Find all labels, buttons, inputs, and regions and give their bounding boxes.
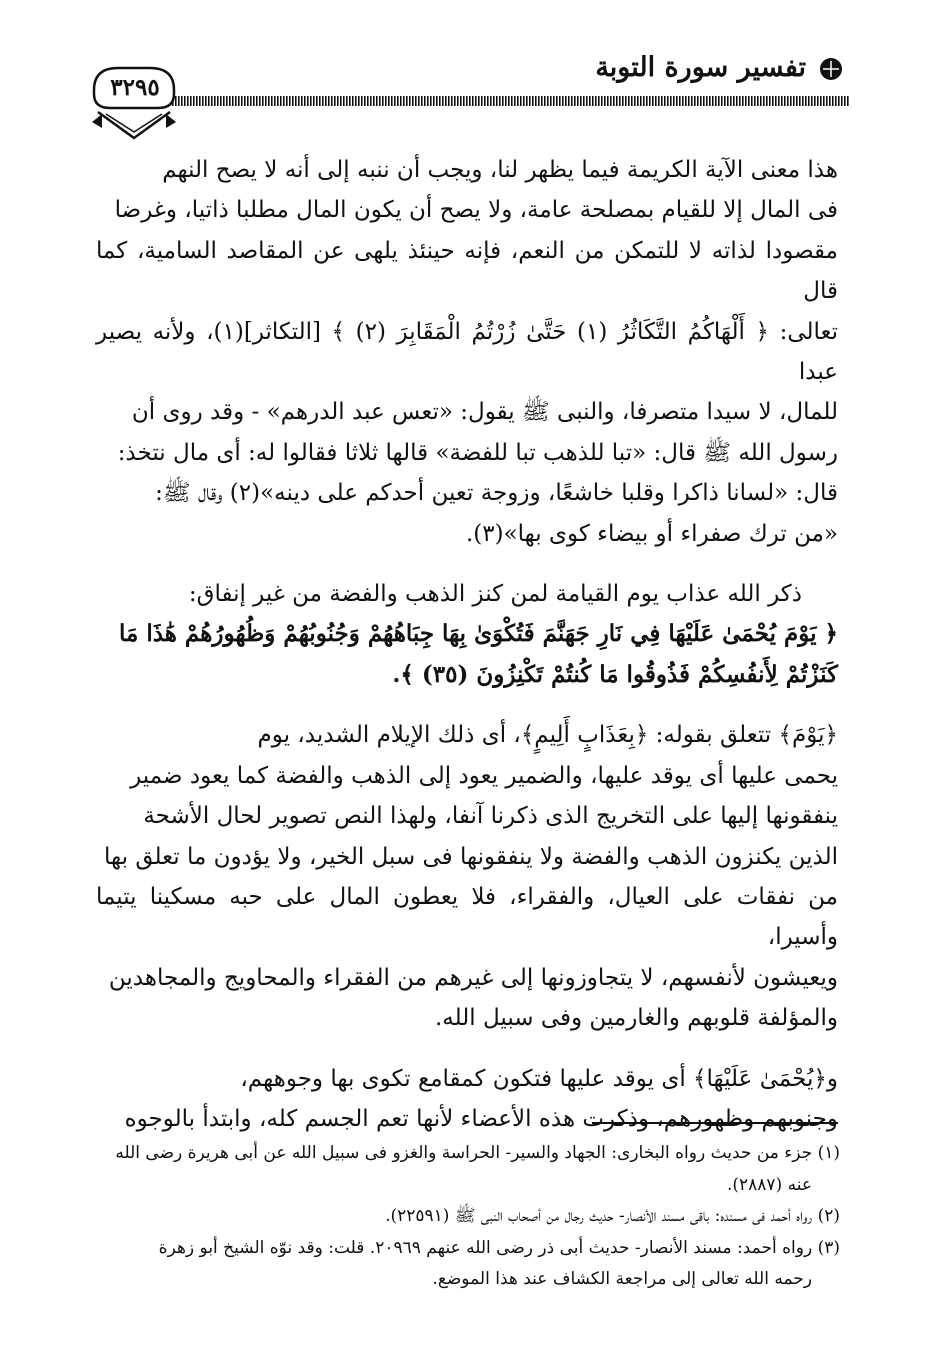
quran-verse-line: ﴿ يَوْمَ يُحْمَىٰ عَلَيْهَا فِي نَارِ جَهَنَّمَ فَتُكْوَىٰ بِهَا جِبَاهُهُمْ وَجُنُوبُهُمْ وَظُهُورُهُمْ هَٰذَا مَا (119, 620, 838, 648)
page-header (0, 0, 928, 150)
footnotes (92, 1138, 840, 1296)
text-line: ﴿يَوْمَ﴾ تتعلق بقوله: ﴿بِعَذَابٍ أَلِيمٍ﴾، أى ذلك الإيلام الشديد، يوم (257, 722, 838, 749)
text-line: من نفقات على العيال، والفقراء، فلا يعطون المال على حبه مسكينا يتيما وأسيرا، (96, 883, 838, 951)
text-line: فى المال إلا للقيام بمصلحة عامة، ولا يصح أن يكون المال مطلبا ذاتيا، وغرضا (114, 197, 838, 224)
running-title: تفسير سورة التوبة (595, 52, 806, 83)
text-line: هذا معنى الآية الكريمة فيما يظهر لنا، ويجب أن ننبه إلى أنه لا يصح النهم (162, 157, 838, 183)
ornament-icon (818, 56, 844, 82)
text-line: مقصودا لذاته لا للتمكن من النعم، فإنه حينئذ يلهى عن المقاصد السامية، كما قال (96, 237, 838, 305)
footnote-line: رحمه الله تعالى إلى مراجعة الكشاف عند هذا الموضع. (432, 1269, 812, 1289)
text-line: للمال، لا سيدا متصرفا، والنبى ﷺ يقول: «تعس عبد الدرهم» - وقد روى أن (131, 399, 838, 426)
main-text (96, 150, 838, 1139)
footnote-line: (١) جزء من حديث رواه البخارى: الجهاد والسير- الحراسة والغزو فى سبيل الله عن أبى هريرة رضى الله (115, 1143, 840, 1163)
text-line: قال: «لسانا ذاكرا وقلبا خاشعًا، وزوجة تعين أحدكم على دينه»(٢) وقال ﷺ: (155, 480, 838, 507)
text-line: و﴿يُحْمَىٰ عَلَيْهَا﴾ أى يوقد عليها فتكون كمقامع تكوى بها وجوههم، (240, 1065, 838, 1092)
text-line: ويعيشون لأنفسهم، لا يتجاوزونها إلى غيرهم من الفقراء والمحاويج والمجاهدين (108, 964, 838, 991)
text-line: الذين يكنزون الذهب والفضة ولا ينفقونها فى سبل الخير، ولا يؤدون ما تعلق بها (104, 843, 838, 870)
text-line: تعالى: ﴿ أَلْهَاكُمُ التَّكَاثُرُ (١) حَتَّىٰ زُرْتُمُ الْمَقَابِرَ (٢) ﴾ [التكاثر](١)، ولأنه يصير عبدا (96, 318, 838, 386)
text-line: «من ترك صفراء أو بيضاء كوى بها»(٣). (465, 520, 838, 547)
footnote-line: (٢) رواه أحمد فى مسنده: باقى مسند الأنصار- حديث رجال من أصحاب النبى ﷺ (٢٢٥٩١). (385, 1206, 840, 1226)
text-line: والمؤلفة قلوبهم والغارمين وفى سبيل الله. (435, 1005, 838, 1032)
text-line: ينفقونها إليها على التخريج الذى ذكرنا آنفا، ولهذا النص تصوير لحال الأشحة (143, 803, 838, 830)
text-line: رسول الله ﷺ قال: «تبا للذهب تبا للفضة» قالها ثلاثا فقالوا له: أى مال نتخذ: (117, 439, 838, 466)
header-rule (160, 88, 850, 118)
footnote-line: (٣) رواه أحمد: مسند الأنصار- حديث أبى ذر رضى الله عنهم ٢٠٩٦٩. قلت: وقد نوّه الشيخ أبو زهرة (158, 1237, 840, 1258)
text-line: وجنوبهم وظهورهم، وذكرت هذه الأعضاء لأنها تعم الجسم كله، وابتدأ بالوجوه (124, 1105, 838, 1132)
quran-verse-line: كَنَزْتُمْ لِأَنفُسِكُمْ فَذُوقُوا مَا كُنتُمْ تَكْنِزُونَ (٣٥) ﴾. (392, 660, 838, 688)
text-line: ذكر الله عذاب يوم القيامة لمن كنز الذهب والفضة من غير إنفاق: (188, 581, 802, 608)
footnote-divider (592, 1122, 838, 1124)
footnote-line: عنه (٢٨٨٧). (726, 1174, 812, 1195)
page-number: ٣٢٩٥ (110, 74, 160, 101)
text-line: يحمى عليها أى يوقد عليها، والضمير يعود إلى الذهب والفضة كما يعود ضمير (130, 762, 838, 789)
